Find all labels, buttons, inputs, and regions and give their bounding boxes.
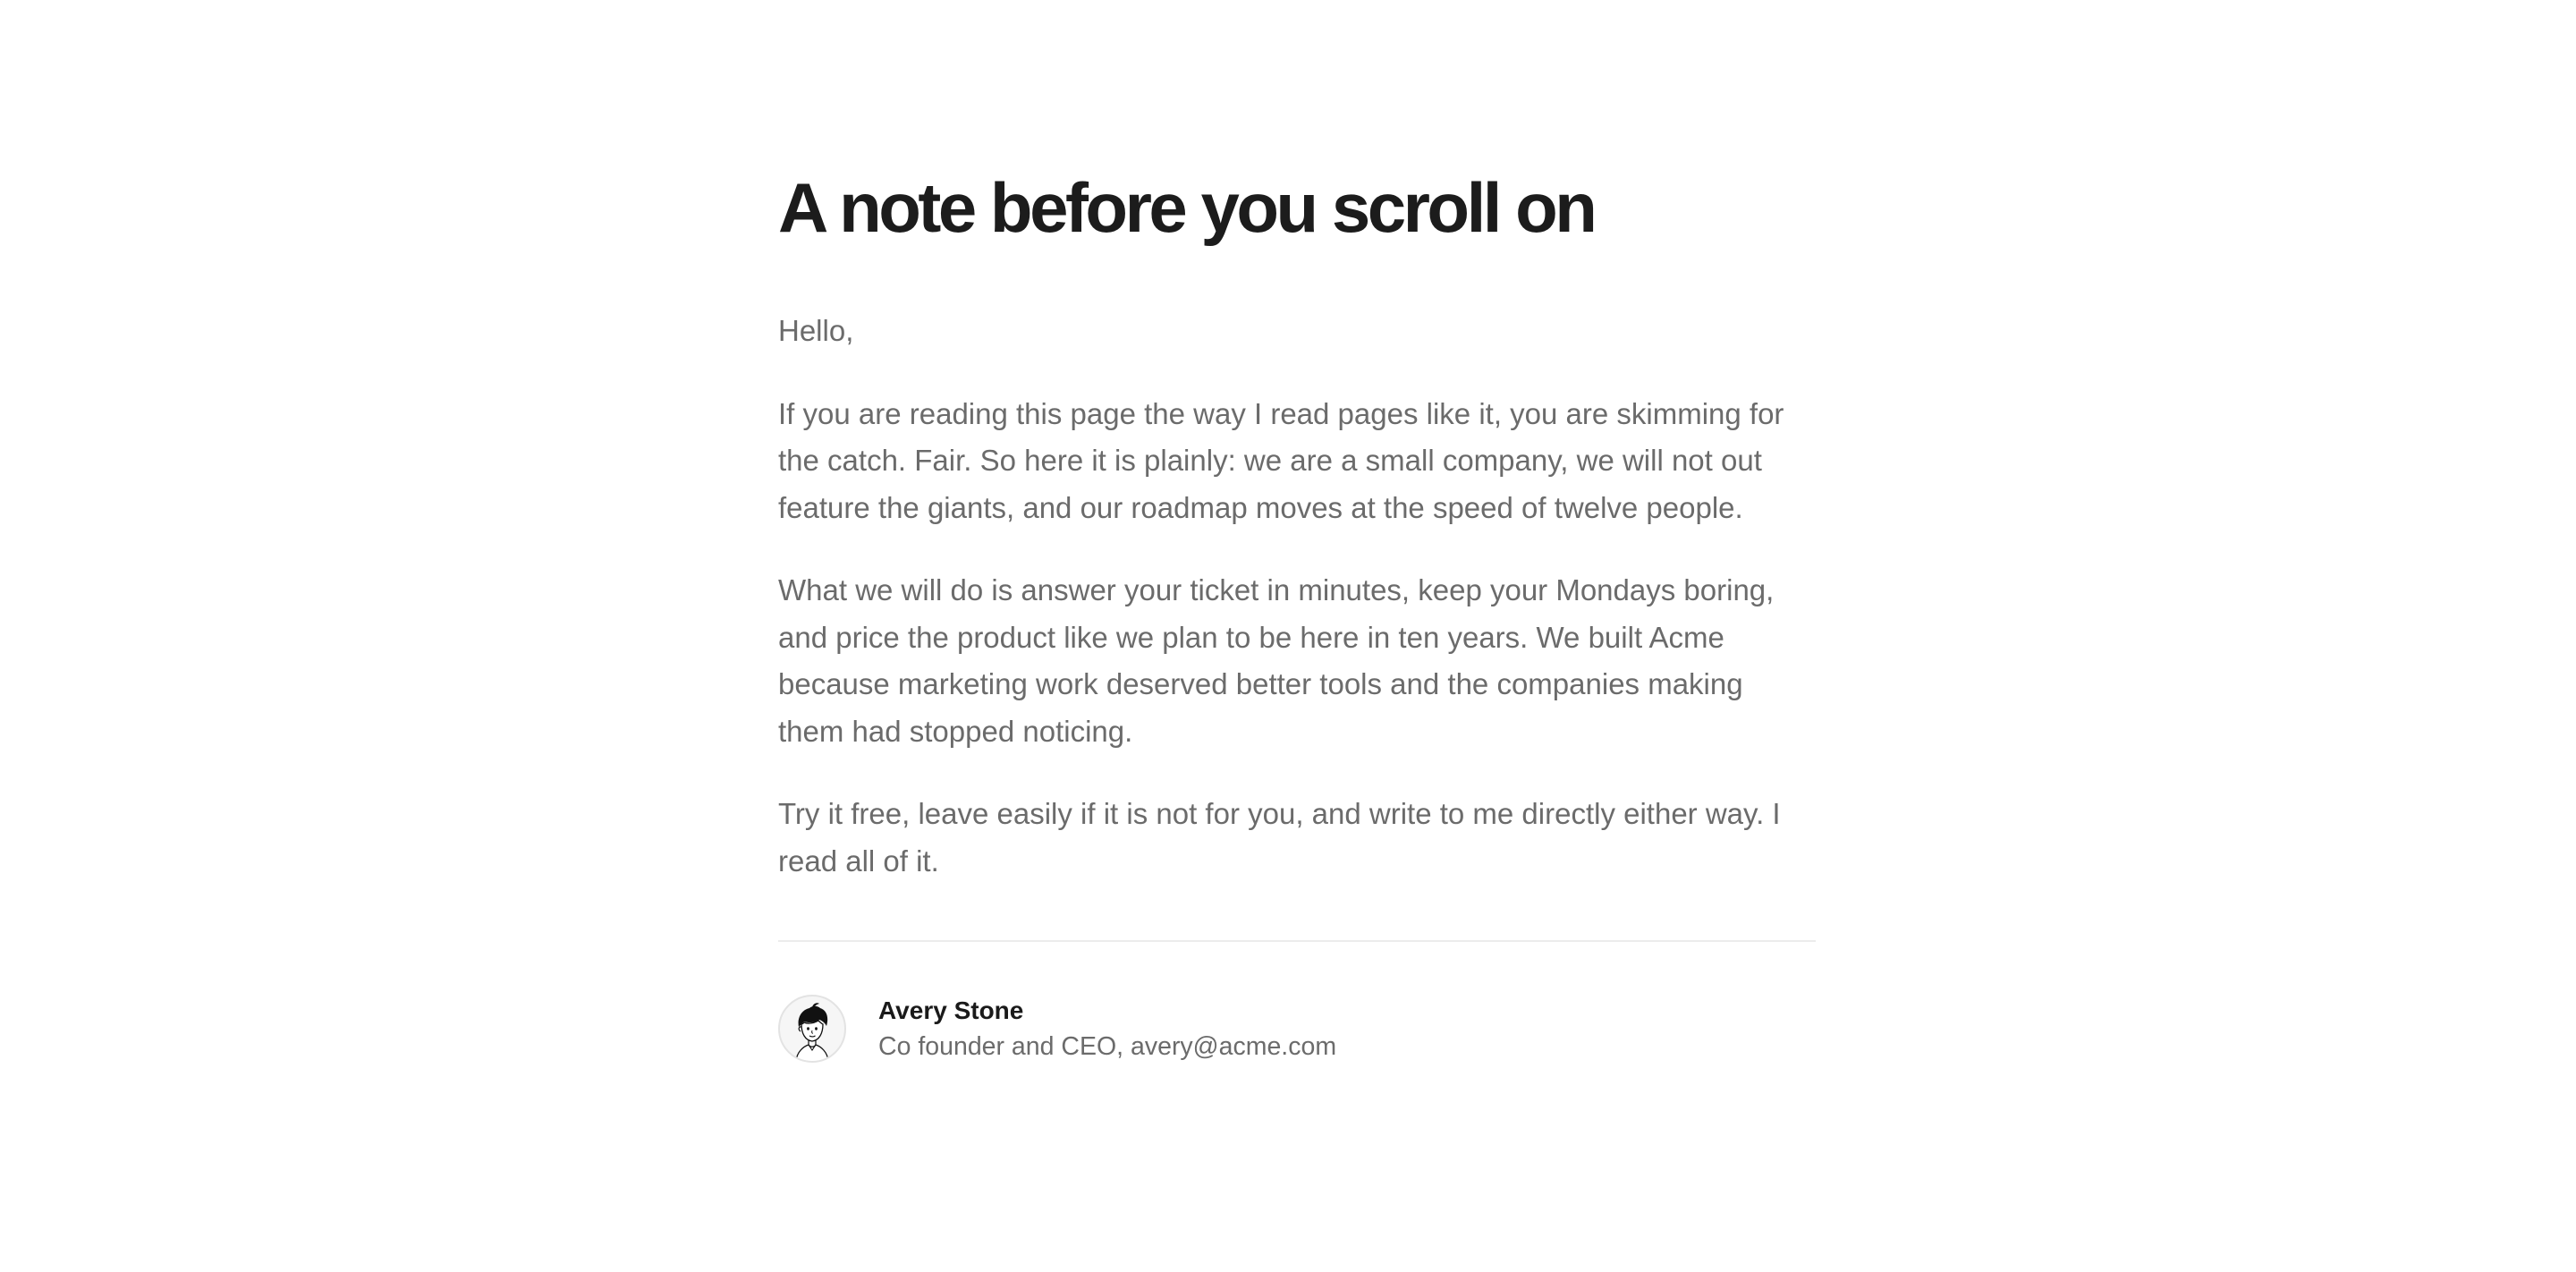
signature-role: Co founder and CEO, avery@acme.com <box>878 1032 1337 1061</box>
letter-paragraph: Try it free, leave easily if it is not for you, and write to me directly either way. I read all of it. <box>778 797 1781 878</box>
divider <box>778 940 1816 942</box>
greeting-paragraph: Hello, <box>778 314 854 347</box>
letter-body <box>778 308 1816 885</box>
signature-text <box>878 993 1336 1064</box>
letter-paragraph: If you are reading this page the way I read pages like it, you are skimming for the catch. Fair. So here it is plainly: we are a small company, we will not out feature the giants, and our roadmap moves at the speed of twelve people. <box>778 396 1784 524</box>
founder-letter <box>778 161 1816 1064</box>
page-title: A note before you scroll on <box>778 168 1595 247</box>
letter-paragraph: What we will do is answer your ticket in minutes, keep your Mondays boring, and price the product like we plan to be here in ten years. We built Acme because marketing work deserved better tools and the companies making them had stopped noticing. <box>778 573 1775 748</box>
person-illustration-icon <box>780 996 844 1061</box>
signature <box>778 993 1816 1064</box>
signature-name: Avery Stone <box>878 996 1024 1024</box>
avatar <box>778 995 846 1063</box>
